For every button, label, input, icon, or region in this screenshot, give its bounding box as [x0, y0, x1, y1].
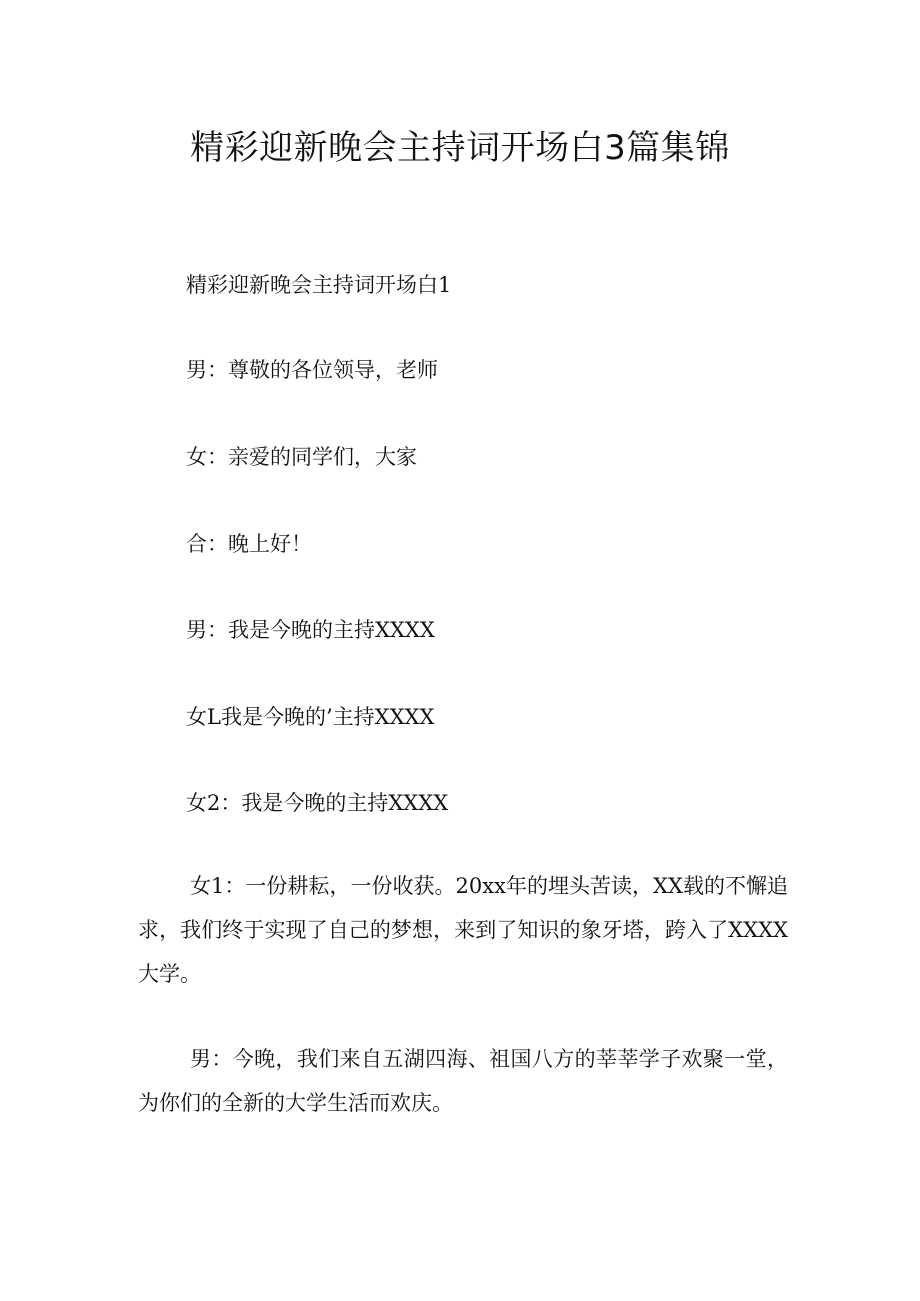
dialogue-line: 合：晚上好！	[186, 532, 312, 556]
dialogue-line: 男：尊敬的各位领导，老师	[186, 358, 438, 382]
dialogue-line: 女2：我是今晚的主持XXXX	[186, 791, 449, 815]
section-heading: 精彩迎新晚会主持词开场白1	[186, 273, 452, 297]
dialogue-paragraph: 女1：一份耕耘，一份收获。20xx年的埋头苦读，XX载的不懈追求，我们终于实现了自己的梦想，来到了知识的象牙塔，跨入了XXXX大学。	[138, 874, 788, 986]
dialogue-line: 男：我是今晚的主持XXXX	[186, 618, 435, 642]
dialogue-line: 女L我是今晚的’主持XXXX	[186, 705, 435, 729]
dialogue-line: 女：亲爱的同学们，大家	[186, 445, 417, 469]
dialogue-paragraph: 男：今晚，我们来自五湖四海、祖国八方的莘莘学子欢聚一堂，为你们的全新的大学生活而欢庆。	[138, 1047, 788, 1115]
document-title: 精彩迎新晚会主持词开场白3篇集锦	[190, 128, 730, 168]
